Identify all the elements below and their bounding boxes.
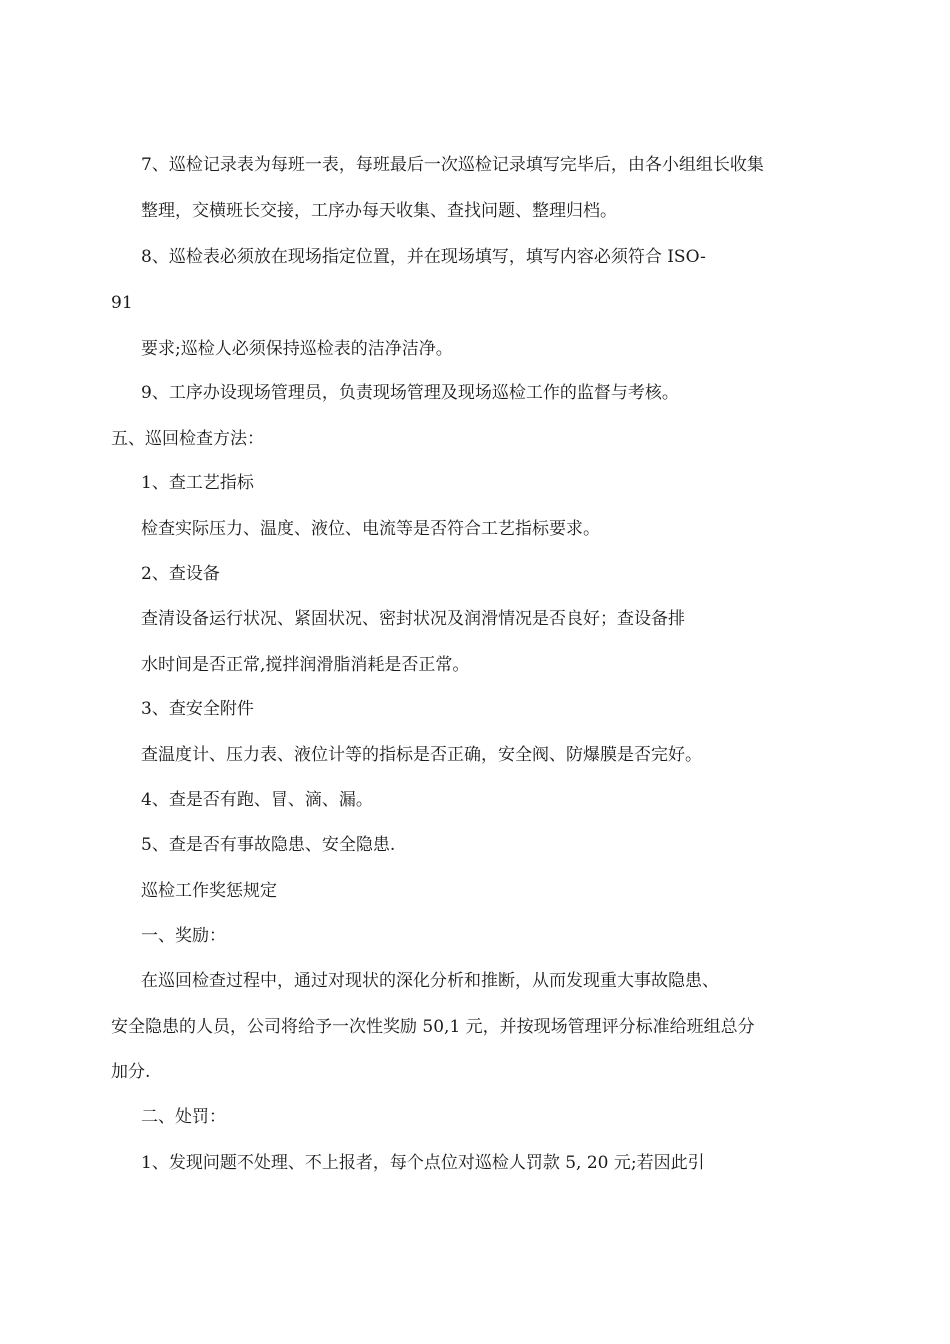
paragraph-9: 9、工序办设现场管理员，负责现场管理及现场巡检工作的监督与考核。 [141,383,679,403]
penalty-item-1: 1、发现问题不处理、不上报者，每个点位对巡检人罚款 5, 20 元;若因此引 [141,1153,705,1173]
reward-heading: 一、奖励： [141,926,226,946]
item-2-heading: 2、查设备 [141,564,220,584]
item-5: 5、查是否有事故隐患、安全隐患. [141,835,396,855]
paragraph-7-line-2: 整理，交横班长交接，工序办每天收集、查找问题、整理归档。 [141,201,617,221]
reward-text-line-1: 在巡回检查过程中，通过对现状的深化分析和推断，从而发现重大事故隐患、 [141,971,719,991]
item-2-text-line-2: 水时间是否正常,搅拌润滑脂消耗是否正常。 [141,655,470,675]
item-3-heading: 3、查安全附件 [141,699,254,719]
paragraph-8-line-3: 要求;巡检人必须保持巡检表的洁净洁净。 [141,339,453,359]
rules-title: 巡检工作奖惩规定 [141,881,277,901]
reward-text-line-2: 安全隐患的人员，公司将给予一次性奖励 50,1 元，并按现场管理评分标准给班组总分 [111,1017,755,1037]
paragraph-8-line-2: 91 [111,293,133,313]
item-2-text-line-1: 查清设备运行状况、紧固状况、密封状况及润滑情况是否良好；查设备排 [141,609,685,629]
reward-text-line-3: 加分. [111,1062,151,1082]
section-5-heading: 五、巡回检查方法： [111,429,264,449]
item-1-heading: 1、查工艺指标 [141,473,254,493]
penalty-heading: 二、处罚： [141,1107,226,1127]
item-4: 4、查是否有跑、冒、滴、漏。 [141,790,373,810]
item-1-text: 检查实际压力、温度、液位、电流等是否符合工艺指标要求。 [141,519,600,539]
item-3-text: 查温度计、压力表、液位计等的指标是否正确，安全阀、防爆膜是否完好。 [141,745,702,765]
paragraph-8-line-1: 8、巡检表必须放在现场指定位置，并在现场填写，填写内容必须符合 ISO- [141,247,706,267]
paragraph-7-line-1: 7、巡检记录表为每班一表，每班最后一次巡检记录填写完毕后，由各小组组长收集 [141,155,764,175]
